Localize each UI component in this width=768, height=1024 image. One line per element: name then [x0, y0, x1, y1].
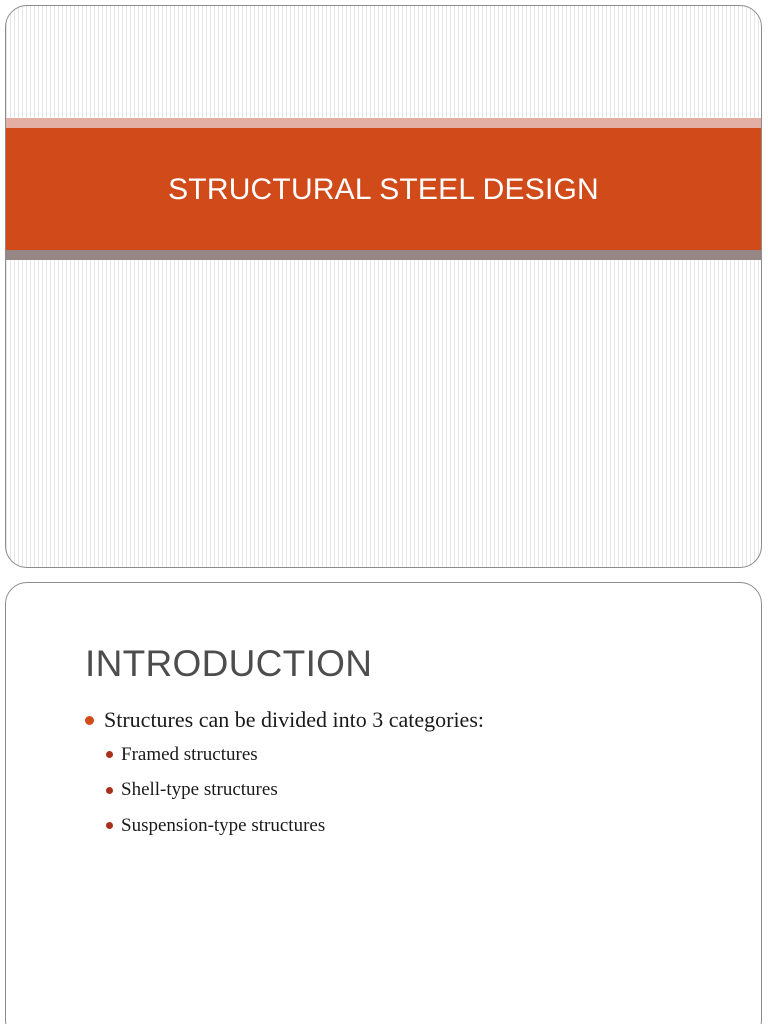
title-slide: [5, 5, 762, 568]
slide-title: STRUCTURAL STEEL DESIGN: [168, 173, 599, 206]
sub-bullet-text: Suspension-type structures: [121, 814, 326, 836]
bullet-dot-icon: [106, 751, 113, 758]
bullet-dot-icon: [106, 787, 113, 794]
bullet-dot-icon: [85, 716, 94, 725]
title-band-bottom-stripe: [6, 250, 761, 260]
sub-bullet-item: [85, 773, 741, 809]
sub-bullet-text: Shell-type structures: [121, 779, 278, 801]
slide-heading: INTRODUCTION: [85, 643, 373, 684]
title-band: [6, 128, 761, 250]
sub-bullet-text: Framed structures: [121, 743, 258, 765]
bullet-list: [85, 703, 741, 844]
sub-bullet-item: [85, 737, 741, 773]
introduction-slide: [5, 582, 762, 1024]
bullet-text: Structures can be divided into 3 categories:: [104, 707, 484, 732]
title-band-top-stripe: [6, 118, 761, 128]
bullet-dot-icon: [106, 822, 113, 829]
bullet-item: [85, 703, 741, 737]
sub-bullet-item: [85, 808, 741, 844]
